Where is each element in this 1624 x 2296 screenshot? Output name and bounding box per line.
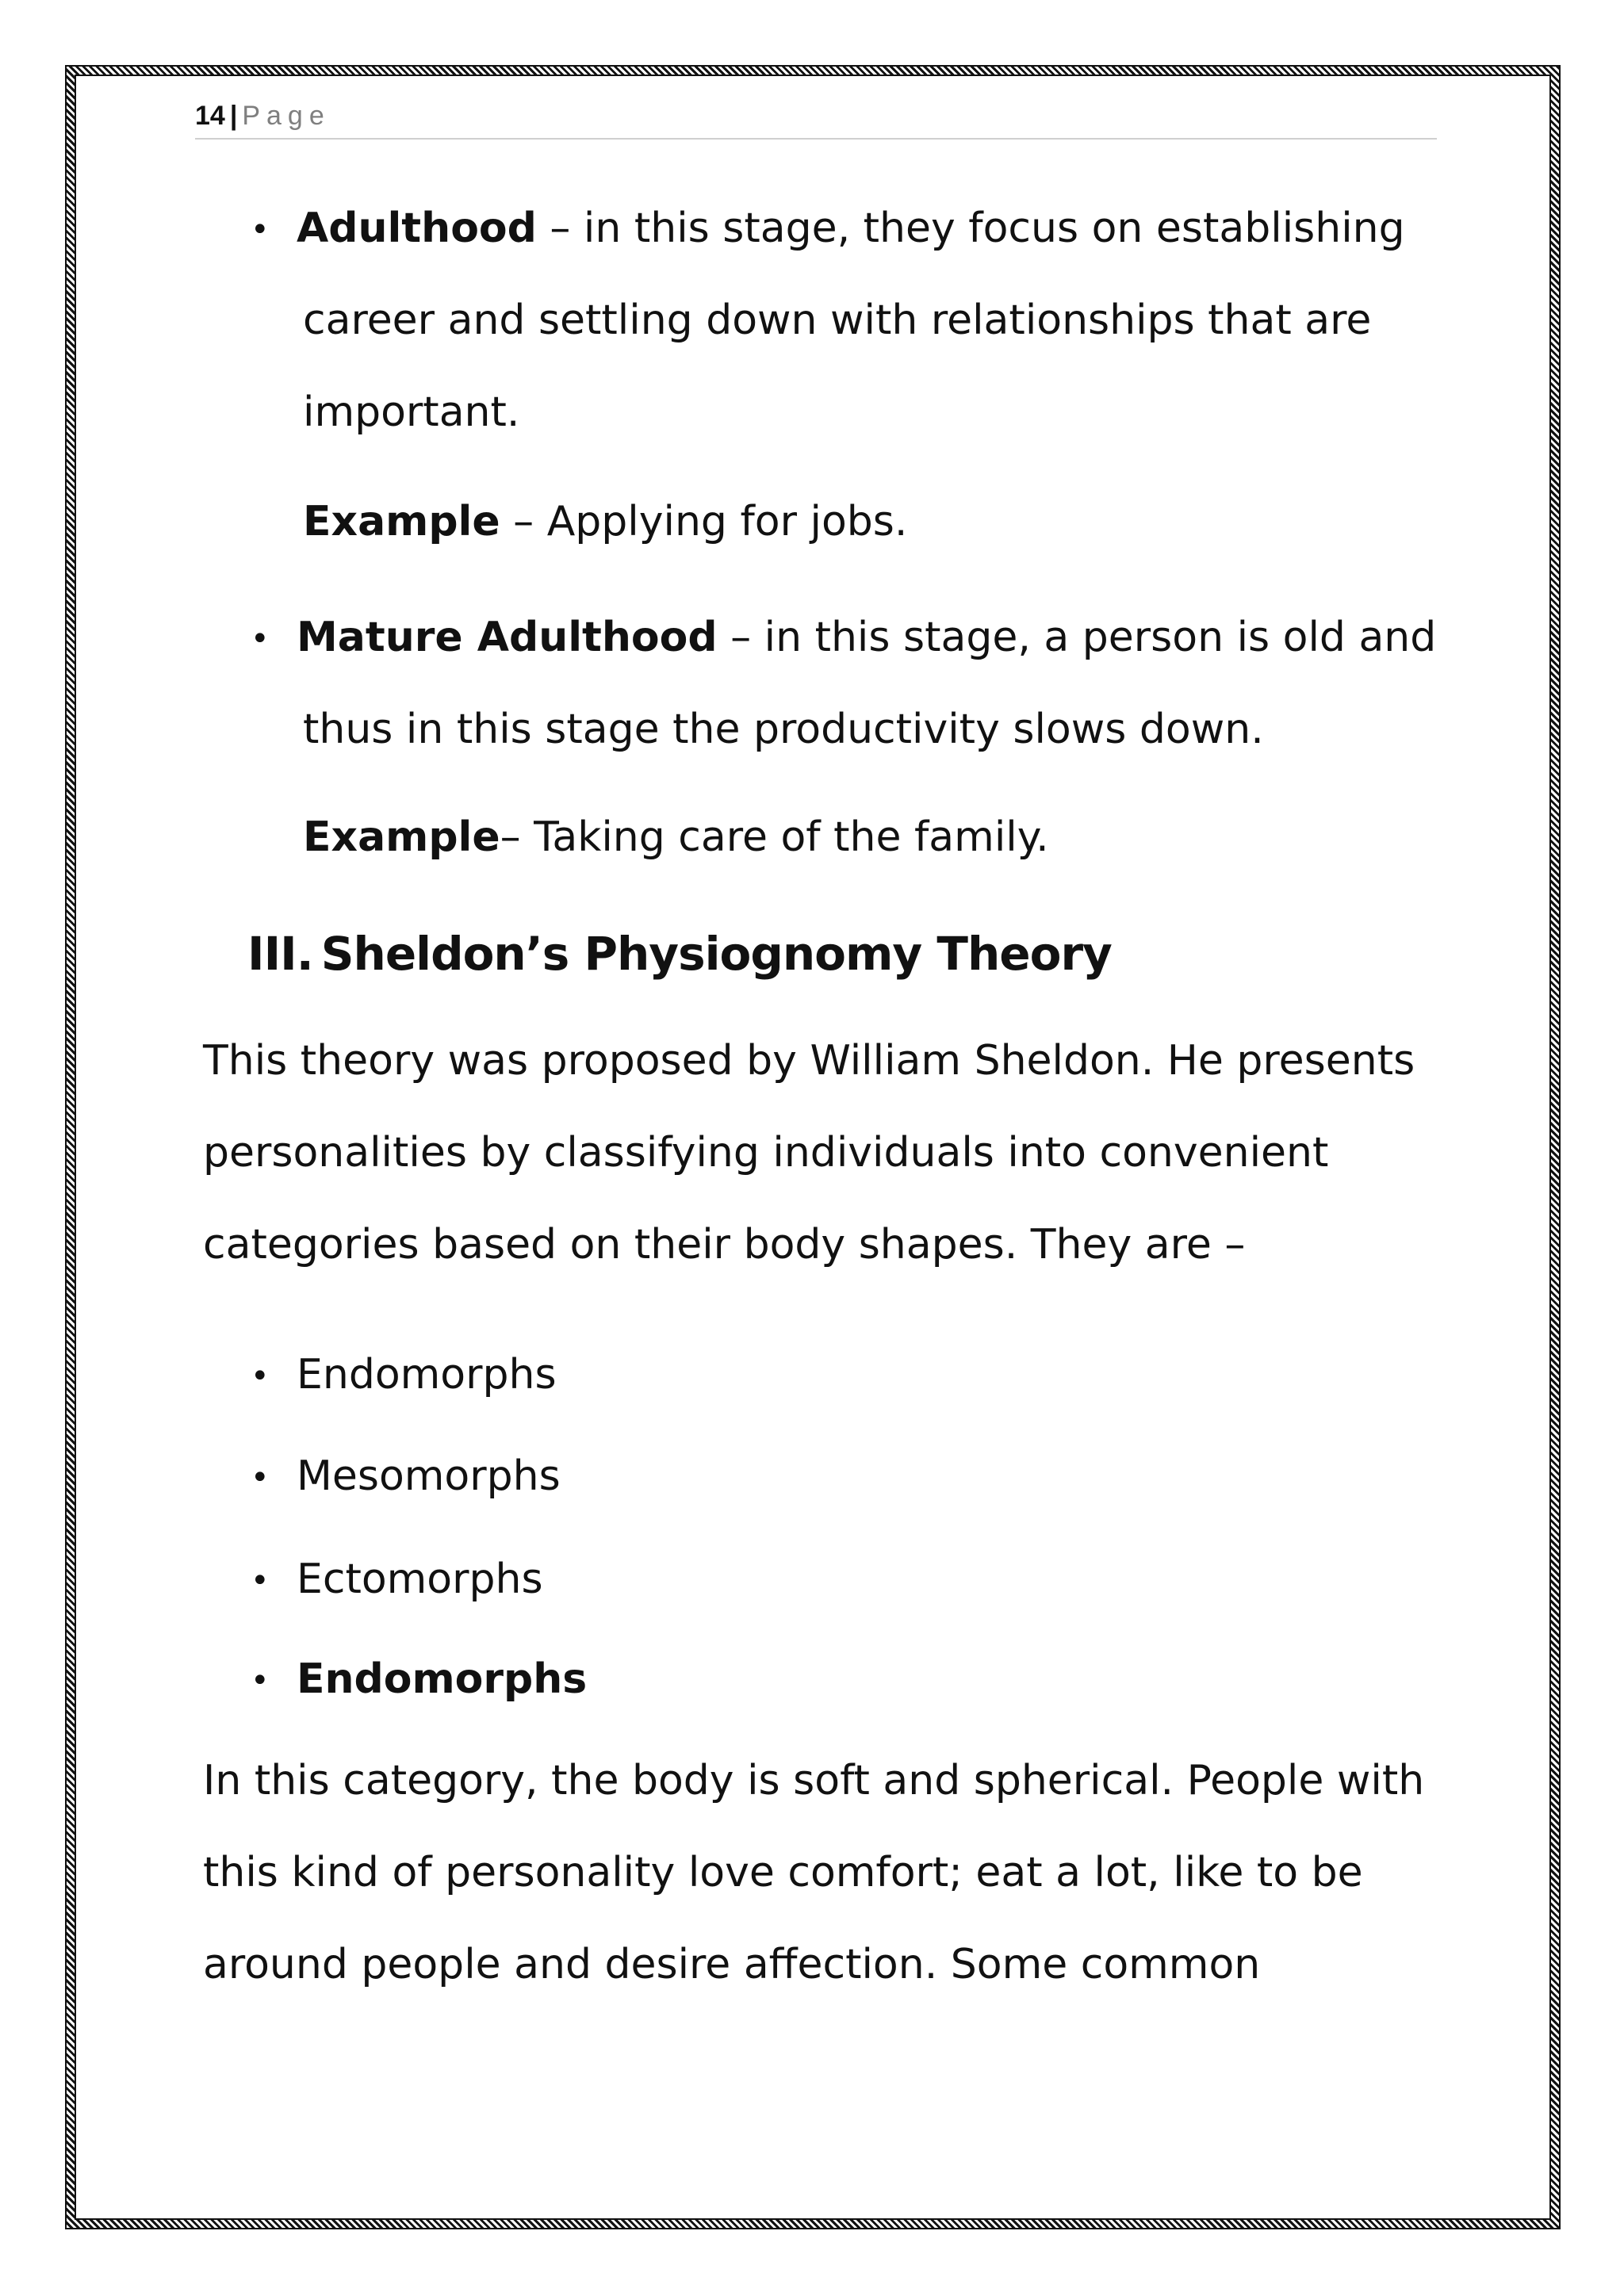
mature-adulthood-line2: thus in this stage the productivity slows down. [303,706,1264,753]
section-title: Sheldon’s Physiognomy Theory [320,927,1112,981]
mature-adulthood-line1 [297,612,1436,663]
page-number: 14 [195,101,225,131]
section-heading [247,926,1112,982]
bullet-adulthood: • [251,212,270,248]
adulthood-example [303,496,907,547]
body-type-mesomorphs: Mesomorphs [297,1452,561,1500]
intro-line2: personalities by classifying individuals into convenient [203,1129,1329,1177]
adulthood-line1 [297,203,1405,254]
bullet-body-type-2: • [251,1460,270,1496]
bullet-endomorphs-heading: • [251,1663,270,1699]
mature-adulthood-text-1: – in this stage, a person is old and [717,614,1437,661]
bullet-body-type-1: • [251,1358,270,1395]
endomorphs-para-line2: this kind of personality love comfort; eat a lot, like to be [203,1849,1363,1896]
section-numeral: III. [247,927,313,981]
intro-line3: categories based on their body shapes. They are – [203,1221,1246,1269]
adulthood-text-1: – in this stage, they focus on establishing [536,205,1405,252]
header-separator: | [229,101,238,131]
mature-adulthood-example-label: Example [303,813,500,861]
adulthood-line2: career and settling down with relationships that are [303,297,1372,344]
adulthood-term: Adulthood [297,205,537,252]
adulthood-example-text: – Applying for jobs. [500,498,908,545]
page-header [195,98,1437,140]
mature-adulthood-term: Mature Adulthood [297,614,718,661]
bullet-body-type-3: • [251,1563,270,1599]
body-type-ectomorphs: Ectomorphs [297,1556,543,1603]
page-word: Page [242,101,331,131]
mature-adulthood-example-text: – Taking care of the family. [500,813,1049,861]
endomorphs-para-line3: around people and desire affection. Some common [203,1941,1261,1988]
bullet-mature-adulthood: • [251,621,270,657]
mature-adulthood-example [303,812,1049,863]
intro-line1: This theory was proposed by William Sheldon. He presents [203,1037,1415,1085]
endomorphs-heading: Endomorphs [297,1655,588,1703]
body-type-endomorphs: Endomorphs [297,1351,557,1399]
adulthood-line3: important. [303,388,520,436]
endomorphs-para-line1: In this category, the body is soft and spherical. People with [203,1757,1425,1804]
adulthood-example-label: Example [303,498,500,545]
